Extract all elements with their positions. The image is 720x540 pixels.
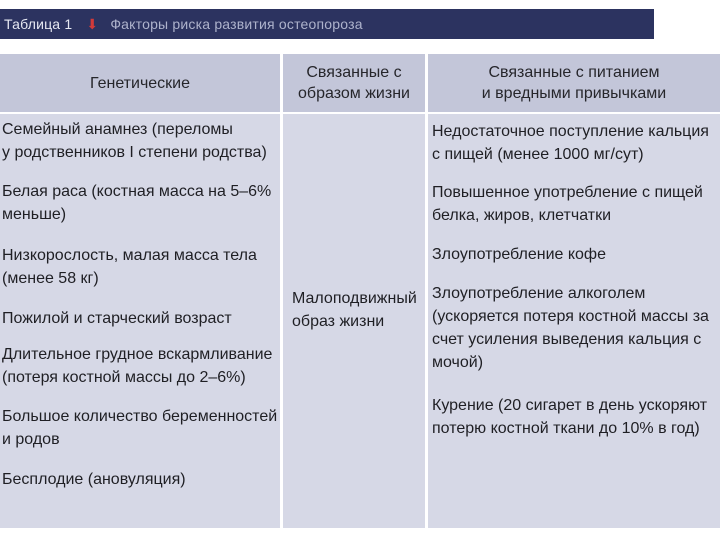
lifestyle-item (292, 287, 417, 333)
text-line: образ жизни (292, 313, 385, 330)
table-title-bar (0, 9, 654, 39)
header-genetic (0, 54, 280, 112)
text-line: Длительное грудное вскармливание (2, 346, 273, 363)
nutrition-item (432, 243, 606, 266)
text-line: Белая раса (костная масса на 5–6% (2, 183, 272, 200)
header-line: и вредными привычками (481, 85, 667, 102)
header-line: Связанные с питанием (488, 64, 660, 81)
risk-factors-table (0, 54, 720, 528)
text-line: Низкорослость, малая масса тела (2, 247, 257, 264)
text-line: Злоупотребление кофе (432, 246, 606, 263)
bottom-margin (0, 528, 720, 540)
text-line: Большое количество беременностей (2, 408, 278, 425)
text-line: Повышенное употребление с пищей (432, 184, 703, 201)
column-divider (425, 54, 428, 528)
header-lifestyle (283, 54, 425, 112)
header-nutrition (428, 54, 720, 112)
text-line: Малоподвижный (292, 290, 417, 307)
genetic-item (2, 180, 271, 226)
text-line: у родственников I степени родства) (2, 144, 267, 161)
text-line: мочой) (432, 354, 484, 371)
text-line: Недостаточное поступление кальция (432, 123, 709, 140)
column-divider (280, 54, 283, 528)
text-line: меньше) (2, 206, 67, 223)
genetic-item (2, 307, 232, 330)
header-line: Генетические (89, 74, 191, 92)
table-caption: Факторы риска развития остеопороза (110, 16, 363, 32)
header-line: образом жизни (298, 85, 410, 102)
header-divider (0, 112, 720, 114)
text-line: Бесплодие (ановуляция) (2, 471, 186, 488)
nutrition-item (432, 394, 707, 440)
nutrition-item (432, 282, 709, 374)
text-line: Семейный анамнез (переломы (2, 121, 233, 138)
nutrition-item (432, 181, 703, 227)
text-line: Пожилой и старческий возраст (2, 310, 232, 327)
genetic-item (2, 468, 186, 491)
text-line: потерю костной ткани до 10% в год) (432, 420, 700, 437)
text-line: (ускоряется потеря костной массы за (432, 308, 709, 325)
text-line: (менее 58 кг) (2, 270, 99, 287)
genetic-item (2, 405, 277, 451)
genetic-item (2, 118, 267, 164)
text-line: и родов (2, 431, 60, 448)
arrow-down-icon: ⬇ (86, 15, 99, 32)
genetic-item (2, 343, 272, 389)
genetic-item (2, 244, 257, 290)
text-line: (потеря костной массы до 2–6%) (2, 369, 246, 386)
nutrition-item (432, 120, 709, 166)
text-line: Курение (20 сигарет в день ускоряют (432, 397, 708, 414)
table-number-label: Таблица 1 (4, 16, 73, 32)
text-line: Злоупотребление алкоголем (432, 285, 646, 302)
text-line: белка, жиров, клетчатки (432, 207, 612, 224)
header-line: Связанные с (306, 64, 402, 81)
text-line: с пищей (менее 1000 мг/сут) (432, 146, 644, 163)
text-line: счет усиления выведения кальция с (432, 331, 702, 348)
